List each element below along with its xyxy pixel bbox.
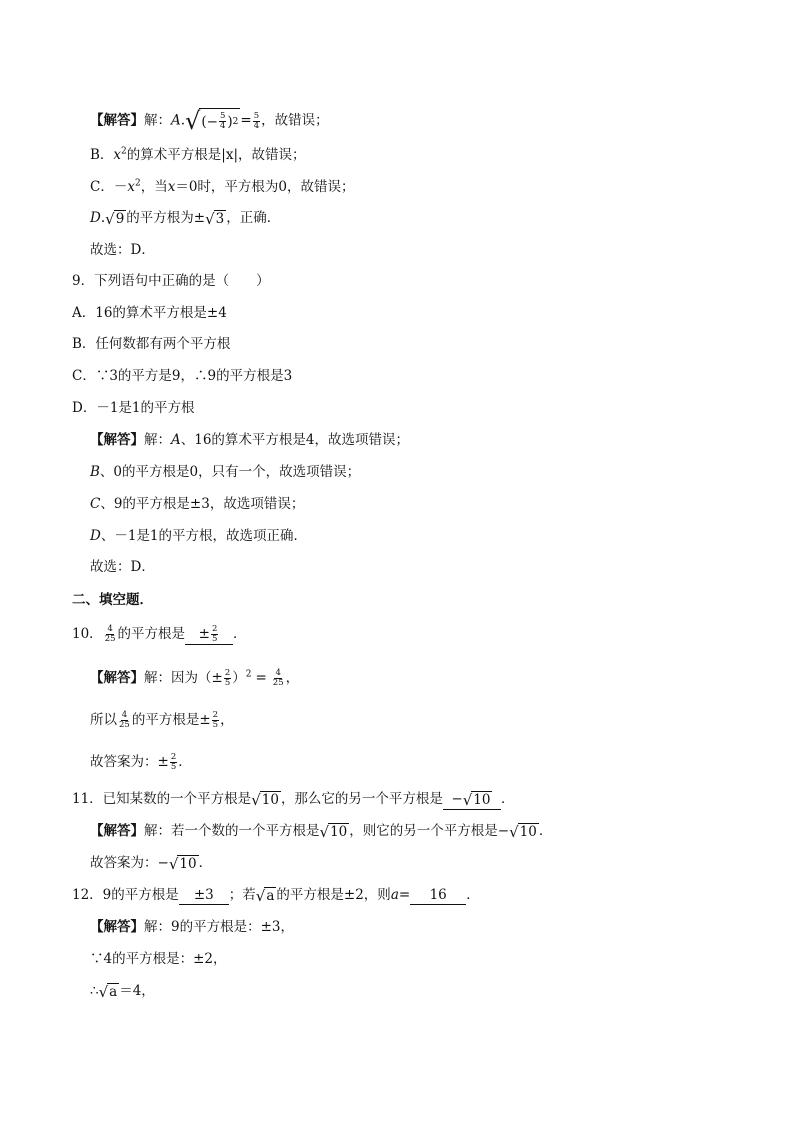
text: . [180,112,186,129]
radicand: 9 [115,210,125,227]
numerator: 2 [211,624,218,634]
text: x [127,179,135,195]
denominator: 5 [211,634,218,644]
answer-tag: 【解答】 [90,670,144,686]
denominator: 25 [119,720,130,730]
radicand: a [266,887,275,904]
text: ± [198,626,210,642]
answer-tag: 【解答】 [90,432,144,448]
exponent: 2 [134,178,141,189]
solution-12-line-a [90,917,294,937]
answer-blank: 16 [410,886,466,905]
answer-tag: 【解答】 [90,823,144,839]
sqrt-expression: √ 10 [251,790,279,809]
answer-blank [185,625,233,645]
text: ，正确． [226,210,281,226]
fraction [212,711,219,730]
radicand: 10 [473,791,491,808]
solution-9-line-b [90,462,360,482]
text: 的算术平方根是|x|，故错误； [126,147,306,163]
sqrt-expression: √ (− $\frac{5}{4}$ ) 2 [185,107,239,135]
solution-9-conclusion: 故选：D． [90,559,155,575]
fraction [219,112,226,131]
fraction [118,711,131,730]
text: x [167,179,176,195]
solution-8-line-b [90,145,306,165]
text: 12．9的平方根是 [72,887,179,903]
text: ． [198,855,213,871]
answer-tag: 【解答】 [90,112,144,129]
text: 的平方根是±2，则 [276,887,391,903]
solution-10-conclusion [90,752,192,772]
section-heading: 二、填空题． [72,592,153,608]
text: ， [220,712,234,728]
text: 解： [144,432,171,448]
numerator: 2 [224,668,231,678]
text: 的平方根为± [126,210,206,226]
text: ． [178,754,192,770]
question-11 [72,789,514,809]
radicand: a [109,983,118,1000]
solution-9-line-a [90,430,409,450]
denominator: 5 [212,720,219,730]
fraction [224,669,231,688]
text: x [113,147,122,163]
text: = [255,670,267,686]
fraction [272,669,285,688]
sqrt-expression: √ a [98,982,118,1001]
text: − [451,791,463,807]
sqrt-expression: √ 10 [462,790,491,809]
solution-9-line-d [90,526,307,546]
exponent: 2 [245,669,252,680]
text: 11．已知某数的一个平方根是 [72,791,252,807]
text: 的平方根是± [131,712,211,728]
text: ，则它的另一个平方根是− [349,823,510,839]
text: . [100,210,106,226]
text: A [171,432,181,448]
fraction [104,625,117,644]
text: ) [227,113,233,130]
text: ． [233,626,247,642]
sqrt-expression: √ 3 [205,209,225,228]
solution-8-line-c [90,177,355,197]
radicand: 10 [261,791,279,808]
solution-10-line-b [90,710,234,730]
fraction [211,625,218,644]
solution-10-line-a [90,668,299,688]
denominator: 5 [170,762,177,772]
denominator: 4 [253,120,260,131]
text: = [240,112,252,129]
text: C．－ [90,179,128,195]
numerator: 2 [170,752,177,762]
text: 、－1是1的平方根，故选项正确． [100,528,308,544]
text: 、9的平方根是±3，故选项错误； [100,496,305,512]
text: = [398,887,411,903]
denominator: 5 [224,678,231,688]
question-9-option-c: C．∵3的平方是9，∴9的平方根是3 [72,368,293,384]
sqrt-expression: √ 9 [105,209,125,228]
solution-11-line-a [90,821,552,841]
solution-11-conclusion [90,853,212,873]
sqrt-expression: √ 10 [319,822,348,841]
text: ，那么它的另一个平方根是 [280,791,443,807]
text: 解： [144,112,171,129]
answer-tag: 【解答】 [90,919,144,935]
question-9-option-b: B．任何数都有两个平方根 [72,336,231,352]
text: ． [538,823,553,839]
text: ∴ [90,983,99,999]
text: 解：9的平方根是：±3， [144,919,294,935]
fraction [253,112,260,131]
radicand: 10 [519,823,537,840]
numerator: 4 [107,624,113,634]
text: D [90,210,101,226]
solution-8-conclusion: 故选：D． [90,242,155,258]
sqrt-expression: √ 10 [168,854,197,873]
numerator: 5 [253,110,260,121]
text: ． [500,791,515,807]
text: (− [201,113,218,130]
radicand: 3 [215,210,225,227]
answer-blank [443,790,501,810]
question-9-option-a: A．16的算术平方根是±4 [72,305,227,321]
numerator: 4 [121,710,128,720]
text: ＝4， [119,983,155,999]
text: A [171,112,181,129]
text: B [90,464,100,480]
question-10 [72,624,247,644]
text: 故答案为：− [90,855,169,871]
text: ＝0时，平方根为0，故错误； [175,179,355,195]
solution-12-line-b: ∵4的平方根是：±2， [90,951,227,967]
text: 所以 [90,712,117,728]
numerator: 2 [212,710,219,720]
sqrt-expression: √ a [255,886,275,905]
text: 解：因为（± [144,670,223,686]
text: 故答案为：± [90,754,169,770]
numerator: 5 [219,111,226,121]
solution-8-line-a [90,107,329,135]
question-9: 9．下列语句中正确的是（ ） [72,273,270,289]
text: 、0的平方根是0，只有一个，故选项错误； [99,464,361,480]
denominator: 25 [272,678,284,688]
text: 解：若一个数的一个平方根是 [144,823,320,839]
solution-8-line-d [90,208,280,228]
text: ；若 [228,887,256,903]
text: 10． [72,626,103,642]
radicand: 10 [330,823,348,840]
exponent: 2 [121,146,127,157]
fraction [170,753,177,772]
text: ） [232,670,246,686]
radicand: 10 [179,855,197,872]
text: ，当 [140,179,168,195]
answer-blank: ±3 [179,886,229,905]
numerator: 4 [275,668,281,678]
text: D [90,528,101,544]
sqrt-expression: √ 10 [509,822,537,841]
text: ， [285,670,300,686]
text: 、16的算术平方根是4，故选项错误； [180,432,410,448]
text: ． [466,887,480,903]
text: ，故错误； [261,112,329,129]
denominator: 4 [219,121,226,131]
text: 的平方根是 [117,626,186,642]
denominator: 25 [104,634,116,644]
text: a [390,887,399,903]
text: B． [90,147,114,163]
solution-9-line-c [90,494,304,514]
question-12 [72,885,480,905]
text: C [90,496,101,512]
solution-12-line-c [90,981,155,1001]
question-9-option-d: D．－1是1的平方根 [72,400,195,416]
